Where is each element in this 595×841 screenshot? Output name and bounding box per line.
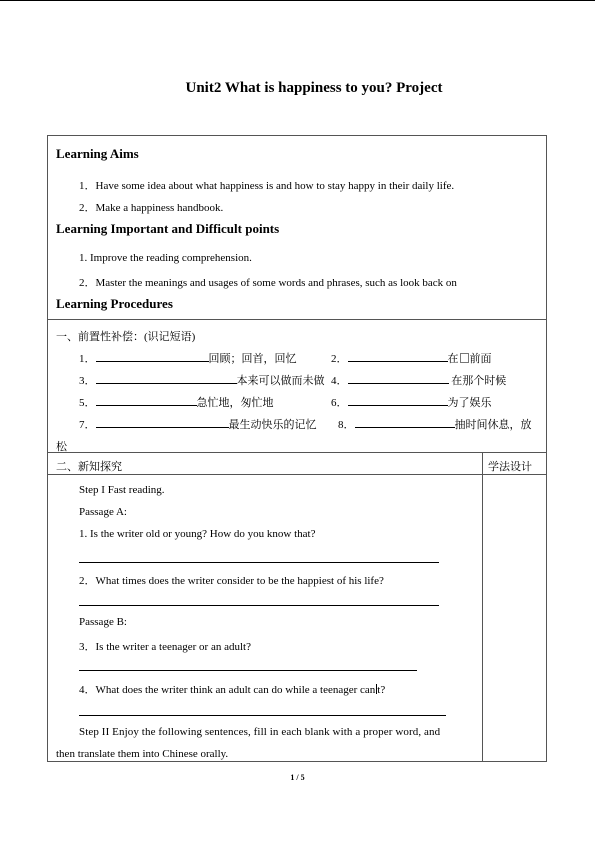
aim-item: 1．Have some idea about what happiness is and how to stay happy in their daily life. [79,180,455,192]
question-4: 4．What does the writer think an adult can do while a teenager can t? [79,684,386,696]
answer-line[interactable] [79,605,439,606]
row-divider [48,474,546,475]
placeholder-box-icon [460,353,469,363]
preview-box [47,319,547,453]
top-rule [0,0,595,1]
aim-item: 2．Make a happiness handbook. [79,202,224,214]
step2-text: Step II Enjoy the following sentences, fill in each blank with a proper word, and [79,726,441,738]
phrase-wrap: 松 [56,441,67,453]
column-divider [482,453,483,761]
question-2: 2．What times does the writer consider to be the happiest of his life? [79,575,384,587]
phrase-item: 3． 本来可以做而未做 [79,372,325,388]
fill-blank[interactable] [96,350,209,362]
page-number: 1 / 5 [290,773,305,782]
phrase-item: 2． 在 前面 [331,350,492,366]
aims-box [47,135,547,320]
aims-heading: Learning Aims [56,146,139,161]
fill-blank[interactable] [348,350,448,362]
question-3: 3．Is the writer a teenager or an adult? [79,641,251,653]
phrase-item: 6． 为了娱乐 [331,394,492,410]
answer-line[interactable] [79,562,439,563]
fill-blank[interactable] [355,416,455,428]
passage-a-label: Passage A: [79,506,127,518]
procedures-heading: Learning Procedures [56,296,173,311]
document-title: Unit2 What is happiness to you? Project [185,80,443,96]
answer-line[interactable] [79,670,417,671]
method-design-heading: 学法设计 [488,461,532,473]
point-item: 2．Master the meanings and usages of some words and phrases, such as look back on [79,277,457,289]
fill-blank[interactable] [348,394,448,406]
new-knowledge-box [47,452,547,762]
fill-blank[interactable] [96,372,237,384]
phrase-item: 4． 在那个时候 [331,372,506,388]
fill-blank[interactable] [96,416,229,428]
points-heading: Learning Important and Difficult points [56,221,280,236]
step1-label: Step I Fast reading. [79,484,165,496]
phrase-item: 7． 最生动快乐的记忆 [79,416,317,432]
part1-heading: 一、前置性补偿：(识记短语) [56,331,196,343]
answer-line[interactable] [79,715,446,716]
point-item: 1. Improve the reading comprehension. [79,252,252,264]
fill-blank[interactable] [96,394,197,406]
phrase-item: 1． 回顾；回首，回忆 [79,350,297,366]
question-1: 1. Is the writer old or young? How do you know that? [79,528,316,540]
part2-heading: 二、新知探究 [56,461,122,473]
passage-b-label: Passage B: [79,616,127,628]
fill-blank[interactable] [348,372,449,384]
phrase-item: 5． 急忙地，匆忙地 [79,394,274,410]
phrase-item: 8． 抽时间休息，放 [338,416,532,432]
step2-text-cont: then translate them into Chinese orally. [56,748,229,760]
